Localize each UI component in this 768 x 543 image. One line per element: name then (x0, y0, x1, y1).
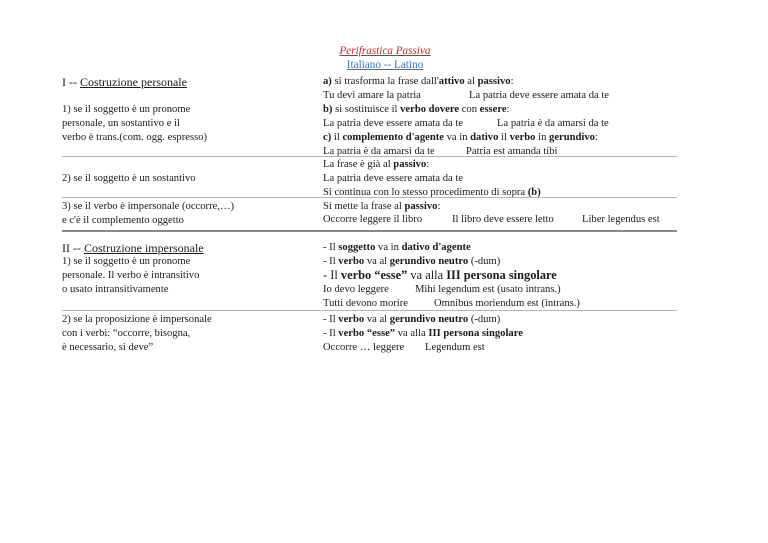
s2-case-1-line: 1) se il soggetto è un pronome (62, 256, 191, 267)
s1-case-2-example: La patria deve essere amata da te (323, 173, 463, 184)
s1-case-1-line: verbo è trans.(com. ogg. espresso) (62, 132, 208, 143)
s1-case-3-translation: Il libro deve essere letto (452, 214, 554, 225)
s2-rule-2: - Il verbo va al gerundivo neutro (-dum) (323, 256, 501, 267)
s2-example-1-latin: Mihi legendum est (usato intrans.) (415, 284, 561, 295)
section-1-number: I -- (62, 75, 77, 89)
s2-case-2-line: con i verbi: “occorre, bisogna, (62, 328, 191, 339)
s2-case-2-line: è necessario, si deve” (62, 342, 154, 353)
s2-case-1-line: personale. Il verbo è intransitivo (62, 270, 200, 281)
s1-rule-a-example: Tu devi amare la patria (323, 90, 421, 101)
s1-rule-c: c) il complemento d'agente va in dativo il verbo in gerundivo: (323, 132, 598, 143)
s2-example-3: Occorre … leggere (323, 342, 405, 353)
s2-example-3-latin: Legendum est (425, 342, 485, 353)
divider (62, 197, 677, 198)
divider (62, 156, 677, 157)
s2-rule-5: - Il verbo “esse” va alla III persona singolare (323, 328, 523, 339)
s1-rule-c-latin: Patria est amanda tibi (466, 146, 558, 157)
s1-case-1-line: personale, un sostantivo e il (62, 118, 180, 129)
s1-rule-c-example: La patria è da amarsi da te (323, 146, 435, 157)
s1-case-3-example: Occorre leggere il libro (323, 214, 423, 225)
section-1-heading (62, 75, 187, 89)
s1-case-2: 2) se il soggetto è un sostantivo (62, 173, 196, 184)
s2-rule-1: - Il soggetto va in dativo d'agente (323, 242, 471, 253)
s2-case-1 (62, 255, 199, 297)
s2-case-2 (62, 313, 212, 355)
s2-example-2: Tutti devono morire (323, 298, 408, 309)
section-2-heading (62, 241, 204, 255)
s1-case-3-latin: Liber legendus est (582, 214, 660, 225)
s1-rule-b-translation: La patria è da amarsi da te (497, 118, 609, 129)
s1-case-3 (62, 200, 234, 228)
s2-rule-4: - Il verbo va al gerundivo neutro (-dum) (323, 314, 501, 325)
section-1-label: Costruzione personale (80, 75, 187, 89)
s2-example-2-latin: Omnibus moriendum est (intrans.) (434, 298, 580, 309)
page-title: Perifrastica Passiva (339, 45, 431, 57)
s1-rule-a: a) si trasforma la frase dall'attivo al passivo: (323, 76, 514, 87)
s1-case-1-line: 1) se il soggetto è un pronome (62, 104, 191, 115)
s2-case-1-line: o usato intransitivamente (62, 284, 169, 295)
s1-case-2-note: Si continua con lo stesso procedimento di sopra (b) (323, 187, 541, 198)
s1-rule-b: b) si sostituisce il verbo dovere con essere: (323, 104, 510, 115)
s1-case-2-rule: La frase è già al passivo: (323, 159, 430, 170)
s2-rule-3: - Il verbo “esse” va alla III persona singolare (323, 268, 557, 282)
s1-case-3-line: 3) se il verbo è impersonale (occorre,…) (62, 201, 235, 212)
s2-case-2-line: 2) se la proposizione è impersonale (62, 314, 212, 325)
s2-example-1: Io devo leggere (323, 284, 389, 295)
s1-rule-b-example: La patria deve essere amata da te (323, 118, 463, 129)
page-subtitle: Italiano -- Latino (346, 59, 424, 71)
s1-case-1 (62, 103, 207, 145)
s1-case-3-rule: Si mette la frase al passivo: (323, 201, 441, 212)
section-2-number: II -- (62, 241, 81, 255)
s1-rule-a-translation: La patria deve essere amata da te (469, 90, 609, 101)
section-divider (62, 230, 677, 232)
s1-case-3-line: e c'è il complemento oggetto (62, 215, 184, 226)
section-2-label: Costruzione impersonale (83, 241, 204, 255)
